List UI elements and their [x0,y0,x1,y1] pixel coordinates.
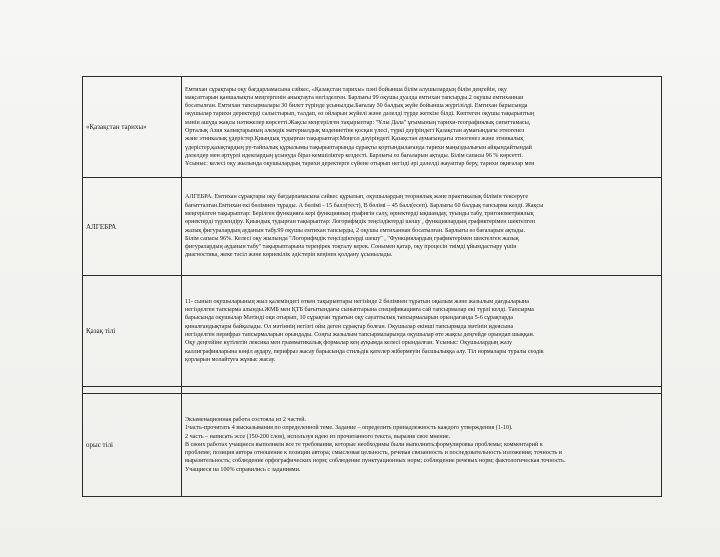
subject-cell-algebra: АЛГЕБРА [83,178,182,276]
analysis-cell-kazakhstan-history [182,77,662,178]
table-row [83,394,662,497]
exam-results-table [82,76,662,497]
table-row-spacer [83,387,662,394]
spacer-cell [83,387,182,394]
analysis-line: проблеме; позиция автора отношение к позиции автора; смысловая цельность, речевая связанность и последовательность изложения; точность и [185,450,562,457]
analysis-line: В своих работах учащиеся выполняли все те требования, которые необходимы были выполнить:формулировка проблемы; комментарий к [185,441,543,448]
analysis-line: негізделген тапсырма алынды.ЖМБ мен ҚТБ бағытындағы сыныптарына спецификацияға сай тапсырмалар екі түрлі келді. Тапсырма [185,307,534,314]
analysis-line: Білім сапасы 96%. Келесі оқу жылында "Логорифмдік теңсіздіктерді шешу" , "Функциялардың графиктерімен шектелген жазық [185,235,519,242]
analysis-line: Ұсыныс: келесі оқу жылында оқушылардың тарихи деректерге сүйене отырып негізді әрі дәлелді жауаптар беру, тарихи оқиғалар мен [185,161,535,168]
analysis-line: дәлелдер мен әртүрлі идеялардың ұсынуда бірaз кемшіліктер кездесті. Барлығы өз бағаларын ақтады. Білім сапасы 96 % көрсетті. [185,152,524,159]
analysis-line: мақсаттарын қаншалықты меңгергенін анықтауға негізделген. Барлығы 99 оқушы дуалда емтихан тапсырды.2 оқушы емтиханнан [185,94,524,101]
table-row [83,178,662,276]
analysis-cell-russian-language [182,394,662,497]
analysis-line: 1часть-прочитать 4 высказывания по определенной теме. Задание – определить принадлежность каждого утверждения (1-10). [185,425,513,432]
subject-cell-russian-language: орыс тілі [83,394,182,497]
analysis-line: выразительность; соблюдение орфографических норм; соблюдение пунктуационных норм; соблюдение речевых норм; фактологическая точность. [185,458,566,465]
analysis-line: өрнектерді түрлендіру. Қиындық тудырған тақырыптар: Логорифмдік теңсіздіктерді шешу , функциялардың графиктерімен шектелген [185,219,536,226]
analysis-line: Учащиеся на 100% справились с заданиями. [185,466,301,473]
analysis-line: үдерістер,қазақтардың ру-тайпалық құрылымы тақырыптарында сұрақты қортындылағанда тарихи маңыздылығын айқындайтындай [185,144,532,151]
analysis-cell-algebra [182,178,662,276]
table-row [83,77,662,178]
analysis-line: жазық фигуралардың ауданын табу.99 оқушы емтихан тапсырды, 2 оқушы емтиханнан босатылған. Барлығы өз бағаларын ақтады. [185,227,525,234]
analysis-line: фигуралардың ауданын табу" тақырыптарына тереңірек тоқталу керек. Сонымен қатар, оқу процесін тиімді ұйымдастыру үшін [185,244,517,251]
analysis-line: каллиграфияларына көңіл аудару, перифраз жасау барысында стильдік қателер жібермеуін басшылыққа алу. Тіл нормалары туралы сөздік [185,348,544,355]
analysis-line: қорларын молайтуға жұмыс жасау. [185,356,276,363]
analysis-line: диагностика, жеке тәсіл және көрнекілік әдістерін кеңінен қолдану ұсынылады. [185,252,393,259]
analysis-line: оқушылар тарихи деректерді салыстырып, талдап, өз ойларын жүйелі және дәлелді түрде жеткізе білді. Көптеген оқушы тақырыптың [185,111,535,118]
subject-cell-kazakh-language: Қазақ тілі [83,276,182,387]
analysis-line: Орталық Азия халықтарының әлемдік материалдық мәдениетіне қосқан үлесі, түркі дәуіріндегі Қазақстан аумағындағы этногенез [185,128,525,134]
table-row [83,276,662,387]
spacer-cell [182,387,662,394]
analysis-line: Емтихан сұрақтары оқу бағдарламасына сәйкес, «Қазақстан тарихы» пәні бойынша білім алушылардың білім деңгейін, оқу [185,86,507,93]
analysis-line: меңгерілген тақырыптар: Берілген функцияға кері функцияның графигін салу, өрнектерді ықшамдау, туынды табу, тригонометриялық [185,210,534,217]
analysis-cell-kazakh-language [182,276,662,387]
subject-cell-kazakhstan-history: «Қазақстан тарихы» [83,77,182,178]
analysis-line: мәнін ашуда жақсы нәтижелер көрсетті.Жақсы меңгерілген тақырыптар: "Ұлы Дала" ұғымының тарихи-географиялық сипаттамасы, [185,119,531,126]
analysis-line: босатылған. Емтихан тапсырмалары 30 билет түрінде ұсынылды.Бағалау 30 балдық жүйе бойынша жүргізілді. Емтихан барысында [185,103,528,110]
analysis-line: барысында оқушылар Мәтінді оқи отырып, 10 сұрақтан тұратын оқу сауаттылық тапсырмаларын орындағанда 5-6 сұрақтарда [185,315,513,322]
analysis-line: АЛГЕБРА. Емтихан сұрақтары оқу бағдарламасына сәйкес құрылып, оқушылардың теориялық және практикалық білімін тексеруге [185,194,529,201]
analysis-line: бағытталған.Емтихан екі бөлімнен тұрады. А бөлімі - 15 балл(тест), В бөлімі – 45 балл(есеп). Барлығы 60 балдық тапсырма келді. Жақсы [185,202,544,209]
analysis-line: 2 часть – написать эссе (150-200 слов), используя идею из прочитанного текста, выразив свое мнение. [185,433,451,440]
analysis-line: қиналғандықтары байқалады. Ол мәтіннің негізгі ойы деген сұрақтар болған. Оқушылар екінші тапсырмада мәтінін идеясына [185,323,514,330]
analysis-line: және этникалық үдерістер.Қиындық тудырған тақырыптар:Моңғол дәуіріндегі Қазақстан аумағындағы этногенез және этникалық [185,136,524,143]
analysis-line: негізделген перифраз тапсырмаларын орындады. Соңғы жазылым тапсырмаларында оқушылар өте жақсы деңгейде орындап шыққан. [185,332,535,338]
analysis-line: Экзаменационная работа состояла из 2 частей. [185,417,307,424]
analysis-line: Оқу деңгейіне күтілетін лексика мен грамматикалық формалар кең ауқымда келесі орындалған. Ұсыныс: Оқушылардың жазу [185,340,513,347]
analysis-line: 11- сынып оқушыларының жыл қалемiндегі өткен тақырыптары негізінде 2 бөлімнен тұратын оқылым және жазылым дағдыларына [185,298,529,305]
